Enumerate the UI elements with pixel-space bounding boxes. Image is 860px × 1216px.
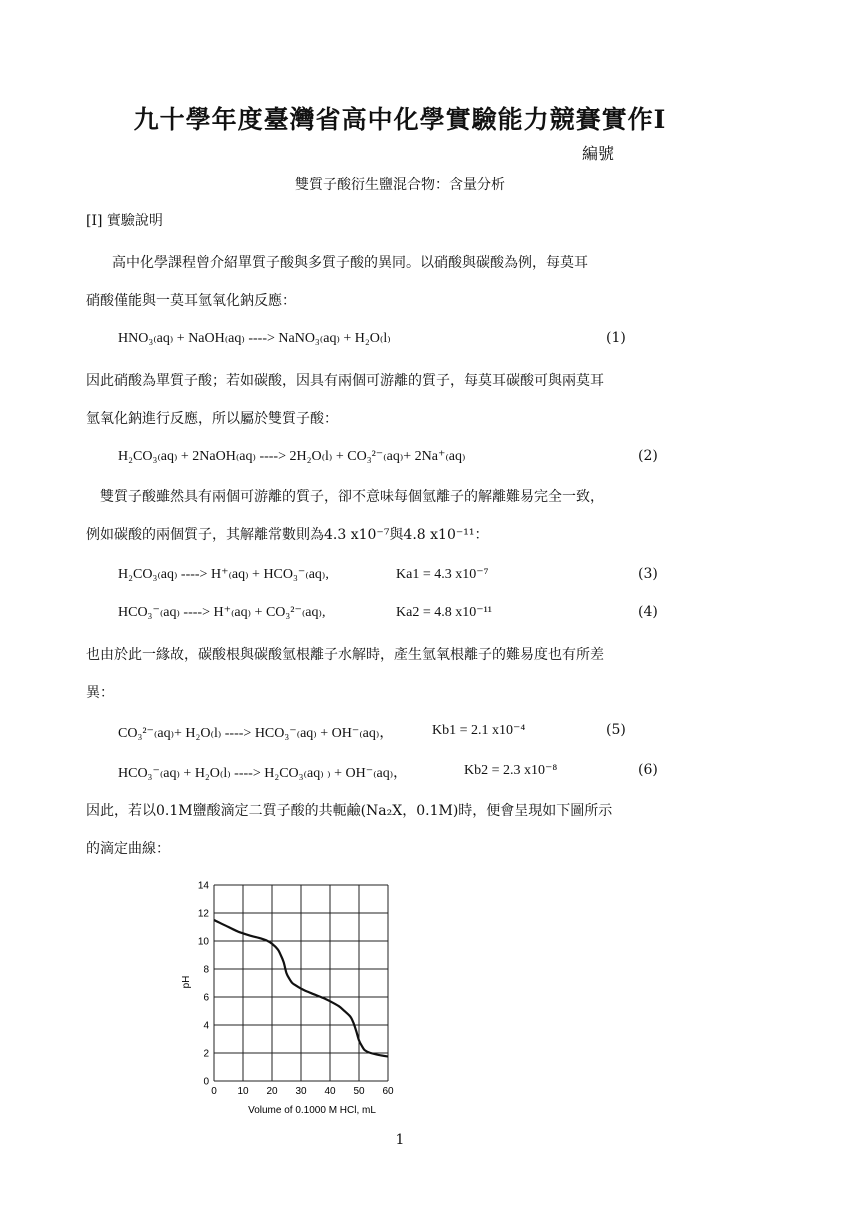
equation-5-constant: Kb1 = 2.1 x10⁻⁴ bbox=[432, 723, 526, 738]
y-tick-label: 10 bbox=[197, 936, 209, 948]
y-tick-label: 6 bbox=[203, 992, 209, 1004]
paragraph-line: 因此，若以0.1M鹽酸滴定二質子酸的共軛鹼(Na₂X，0.1M)時，便會呈現如下圖所示 bbox=[86, 803, 613, 819]
paragraph-line: 雙質子酸雖然具有兩個可游離的質子，卻不意味每個氫離子的解離難易完全一致， bbox=[100, 489, 604, 505]
titration-curve-chart bbox=[160, 860, 410, 1120]
page-number: 1 bbox=[395, 1132, 405, 1148]
paragraph-line: 高中化學課程曾介紹單質子酸與多質子酸的異同。以硝酸與碳酸為例，每莫耳 bbox=[112, 255, 588, 271]
y-tick-label: 12 bbox=[197, 908, 209, 920]
paragraph-line: 硝酸僅能與一莫耳氫氧化鈉反應： bbox=[86, 293, 296, 309]
y-tick-label: 8 bbox=[203, 964, 209, 976]
section-heading: [I] 實驗說明 bbox=[86, 213, 163, 229]
equation-6-constant: Kb2 = 2.3 x10⁻⁸ bbox=[464, 763, 558, 778]
x-axis-label: Volume of 0.1000 M HCl, mL bbox=[248, 1105, 376, 1116]
equation-number: (5) bbox=[606, 722, 626, 738]
equation-number: (1) bbox=[606, 330, 626, 346]
equation-5: CO₃²⁻₍aq₎+ H₂O₍l₎ ----> HCO₃⁻₍aq₎ + OH⁻₍aq₎， bbox=[118, 726, 394, 741]
equation-4-constant: Ka2 = 4.8 x10⁻¹¹ bbox=[396, 605, 493, 620]
y-tick-label: 0 bbox=[203, 1076, 209, 1088]
document-subtitle: 雙質子酸衍生鹽混合物：含量分析 bbox=[295, 177, 505, 193]
x-tick-label: 30 bbox=[295, 1086, 307, 1097]
x-tick-label: 50 bbox=[353, 1086, 365, 1097]
equation-number: (3) bbox=[638, 566, 658, 582]
equation-3: H₂CO₃₍aq₎ ----> H⁺₍aq₎ + HCO₃⁻₍aq₎, bbox=[118, 567, 329, 582]
equation-number: (6) bbox=[638, 762, 658, 778]
equation-3-constant: Ka1 = 4.3 x10⁻⁷ bbox=[396, 567, 489, 582]
equation-number: (2) bbox=[638, 448, 658, 464]
equation-1: HNO₃₍aq₎ + NaOH₍aq₎ ----> NaNO₃₍aq₎ + H₂O₍l₎ bbox=[118, 331, 391, 346]
x-tick-label: 10 bbox=[237, 1086, 249, 1097]
y-tick-label: 4 bbox=[203, 1020, 209, 1032]
y-tick-label: 2 bbox=[203, 1048, 209, 1060]
paragraph-line: 例如碳酸的兩個質子，其解離常數則為4.3 x10⁻⁷與4.8 x10⁻¹¹： bbox=[86, 527, 489, 543]
paragraph-line: 的滴定曲線： bbox=[86, 841, 170, 857]
document-title: 九十學年度臺灣省高中化學實驗能力競賽實作I bbox=[133, 105, 667, 134]
paragraph-line: 異： bbox=[86, 685, 114, 701]
equation-6: HCO₃⁻₍aq₎ + H₂O₍l₎ ----> H₂CO₃₍aq₎ ₎ + OH⁻₍aq₎， bbox=[118, 766, 408, 781]
equation-number: (4) bbox=[638, 604, 658, 620]
x-tick-label: 40 bbox=[324, 1086, 336, 1097]
paragraph-line: 也由於此一緣故，碳酸根與碳酸氫根離子水解時，產生氫氧根離子的難易度也有所差 bbox=[86, 647, 604, 663]
code-label: 編號 bbox=[582, 144, 615, 163]
y-axis-label: pH bbox=[181, 975, 192, 989]
paragraph-line: 因此硝酸為單質子酸；若如碳酸，因具有兩個可游離的質子，每莫耳碳酸可與兩莫耳 bbox=[86, 373, 604, 389]
y-tick-label: 14 bbox=[197, 880, 209, 892]
x-tick-label: 60 bbox=[382, 1086, 394, 1097]
x-tick-label: 20 bbox=[266, 1086, 278, 1097]
paragraph-line: 氫氧化鈉進行反應，所以屬於雙質子酸： bbox=[86, 411, 338, 427]
equation-4: HCO₃⁻₍aq₎ ----> H⁺₍aq₎ + CO₃²⁻₍aq₎, bbox=[118, 605, 326, 620]
equation-2: H₂CO₃₍aq₎ + 2NaOH₍aq₎ ----> 2H₂O₍l₎ + CO₃²⁻₍aq₎+ 2Na⁺₍aq₎ bbox=[118, 449, 466, 464]
x-tick-label: 0 bbox=[211, 1086, 217, 1097]
